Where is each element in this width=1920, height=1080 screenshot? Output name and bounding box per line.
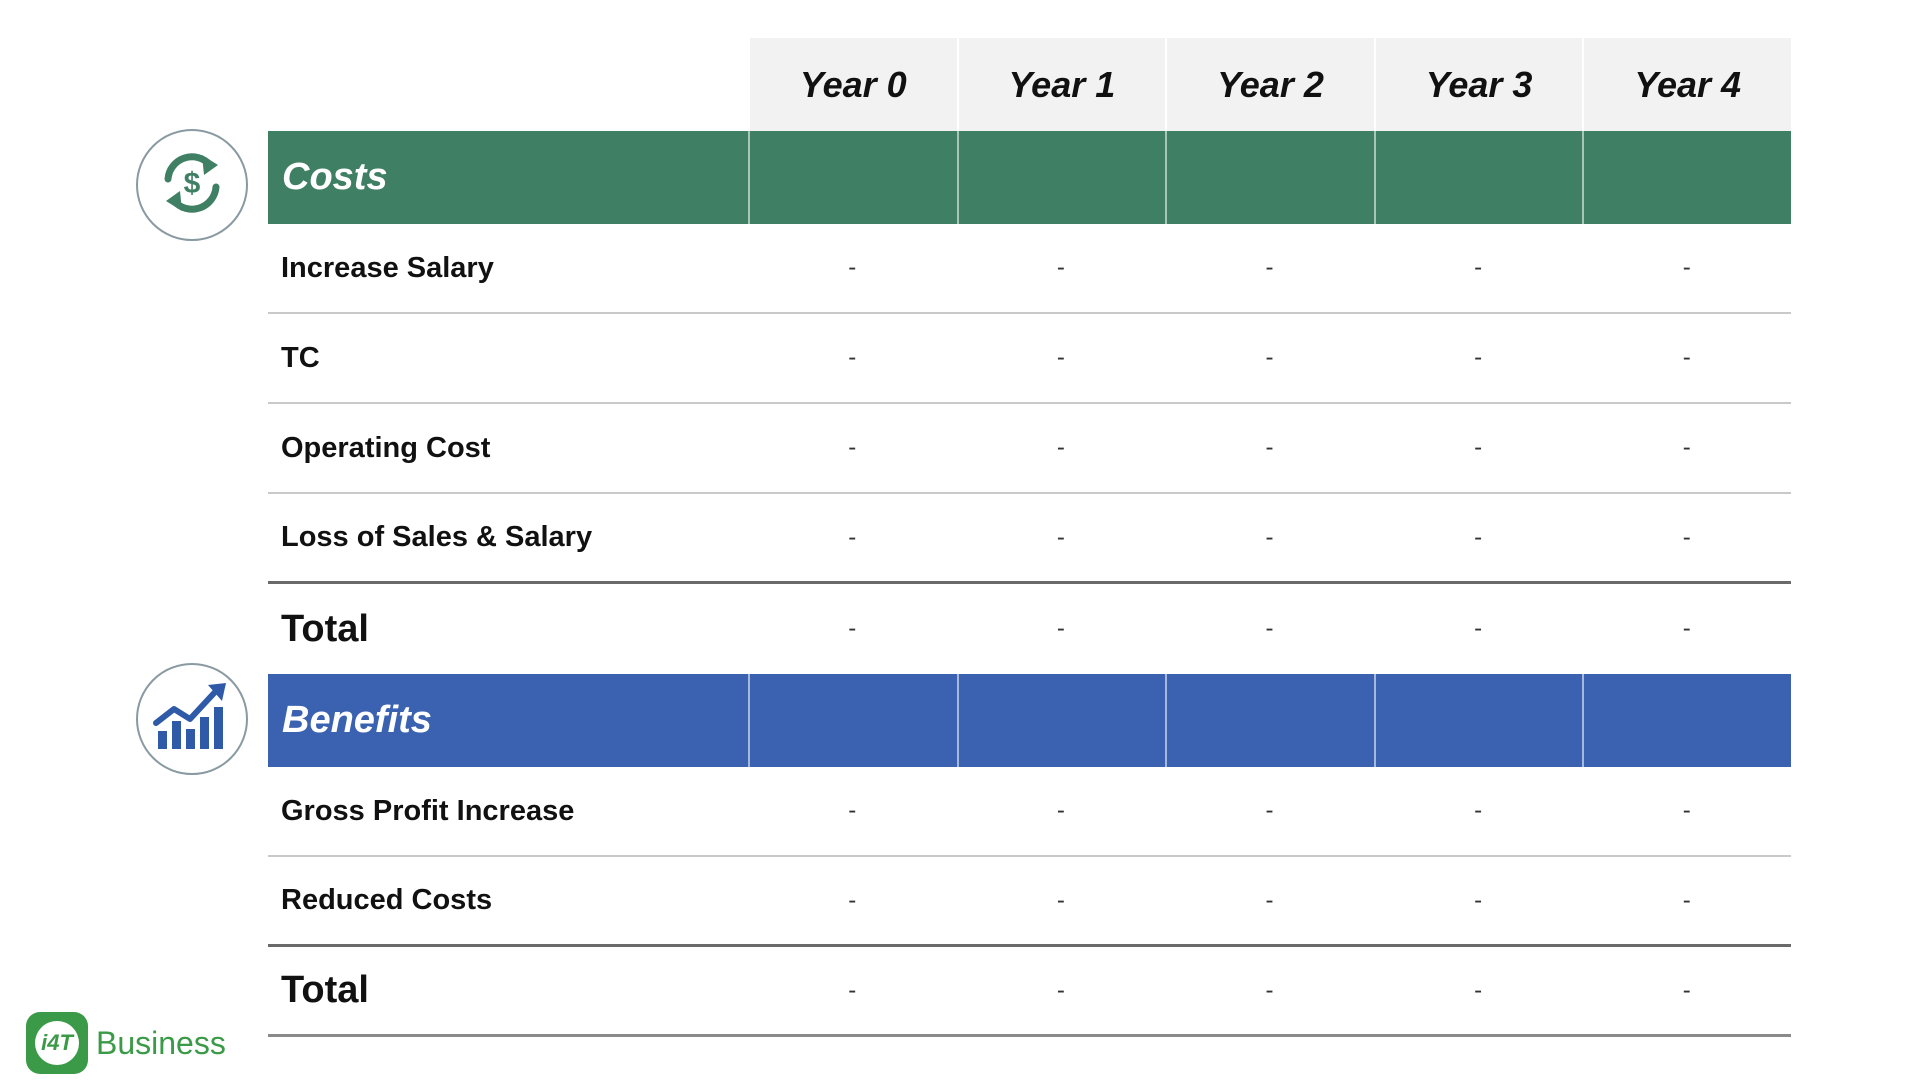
year-header-4: Year 4	[1582, 38, 1791, 131]
year-header-1: Year 1	[957, 38, 1166, 131]
total-value: -	[1474, 615, 1483, 642]
row-label: Loss of Sales & Salary	[281, 521, 593, 553]
row-value: -	[1265, 523, 1274, 551]
row-value: -	[848, 797, 857, 824]
table-row	[268, 857, 1791, 947]
costs-header-cell	[1374, 131, 1583, 224]
row-value: -	[1265, 434, 1274, 461]
row-value: -	[1265, 254, 1274, 281]
row-value: -	[848, 434, 857, 461]
total-value: -	[848, 615, 857, 642]
row-label: TC	[281, 341, 320, 374]
row-value: -	[1474, 523, 1483, 551]
row-value: -	[1682, 254, 1691, 281]
row-value: -	[1682, 523, 1691, 551]
row-value: -	[1056, 254, 1065, 281]
row-label: Increase Salary	[281, 251, 494, 284]
total-value: -	[1265, 976, 1274, 1004]
row-value: -	[848, 344, 857, 371]
row-value: -	[848, 523, 857, 551]
table-row	[268, 224, 1791, 314]
row-value: -	[1474, 344, 1483, 371]
costs-title-cell	[268, 131, 748, 224]
header-blank-cell	[268, 38, 748, 131]
total-value: -	[1056, 976, 1065, 1004]
benefits-title: Benefits	[282, 699, 432, 741]
total-value: -	[1265, 615, 1274, 642]
costs-header-cell	[1582, 131, 1791, 224]
row-label: Operating Cost	[281, 431, 491, 464]
year-header-2: Year 2	[1165, 38, 1374, 131]
logo-mark-text: i4T	[35, 1021, 79, 1065]
costs-total-row	[268, 584, 1791, 674]
benefits-header-cell	[957, 674, 1166, 767]
row-value: -	[1474, 254, 1483, 281]
row-value: -	[848, 886, 857, 914]
benefits-section-header	[268, 674, 1791, 767]
row-value: -	[1474, 797, 1483, 824]
row-value: -	[1056, 344, 1065, 371]
table-row	[268, 767, 1791, 857]
benefits-header-cell	[1165, 674, 1374, 767]
benefits-header-cell	[1374, 674, 1583, 767]
costs-header-cell	[957, 131, 1166, 224]
row-value: -	[1265, 797, 1274, 824]
total-label: Total	[281, 969, 369, 1011]
row-value: -	[848, 254, 857, 281]
total-label: Total	[281, 607, 369, 650]
row-value: -	[1682, 886, 1691, 914]
benefits-title-cell	[268, 674, 748, 767]
row-value: -	[1474, 886, 1483, 914]
svg-text:$: $	[183, 166, 201, 200]
row-value: -	[1682, 797, 1691, 824]
year-header-row	[268, 38, 1791, 131]
growth-chart-icon	[150, 675, 234, 764]
row-value: -	[1056, 886, 1065, 914]
benefits-total-row	[268, 947, 1791, 1037]
year-header-3: Year 3	[1374, 38, 1583, 131]
costs-title: Costs	[282, 156, 388, 198]
row-value: -	[1474, 434, 1483, 461]
logo-text: Business	[96, 1024, 226, 1061]
total-value: -	[1682, 976, 1691, 1004]
row-label: Reduced Costs	[281, 884, 493, 916]
costs-header-cell	[1165, 131, 1374, 224]
benefits-header-cell	[748, 674, 957, 767]
dollar-exchange-icon	[152, 143, 232, 228]
table-row	[268, 404, 1791, 494]
row-value: -	[1682, 434, 1691, 461]
row-value: -	[1056, 434, 1065, 461]
total-value: -	[848, 976, 857, 1004]
benefits-icon-circle	[136, 663, 248, 775]
table-row	[268, 494, 1791, 584]
row-value: -	[1265, 344, 1274, 371]
cost-benefit-table	[268, 38, 1791, 1037]
costs-icon-circle	[136, 129, 248, 241]
company-logo	[26, 1012, 226, 1074]
row-label: Gross Profit Increase	[281, 794, 575, 827]
row-value: -	[1056, 523, 1065, 551]
costs-header-cell	[748, 131, 957, 224]
total-value: -	[1682, 615, 1691, 642]
benefits-header-cell	[1582, 674, 1791, 767]
table-row	[268, 314, 1791, 404]
logo-mark	[26, 1012, 88, 1074]
total-value: -	[1056, 615, 1065, 642]
costs-section-header	[268, 131, 1791, 224]
row-value: -	[1682, 344, 1691, 371]
row-value: -	[1265, 886, 1274, 914]
year-header-0: Year 0	[748, 38, 957, 131]
row-value: -	[1056, 797, 1065, 824]
total-value: -	[1474, 976, 1483, 1004]
